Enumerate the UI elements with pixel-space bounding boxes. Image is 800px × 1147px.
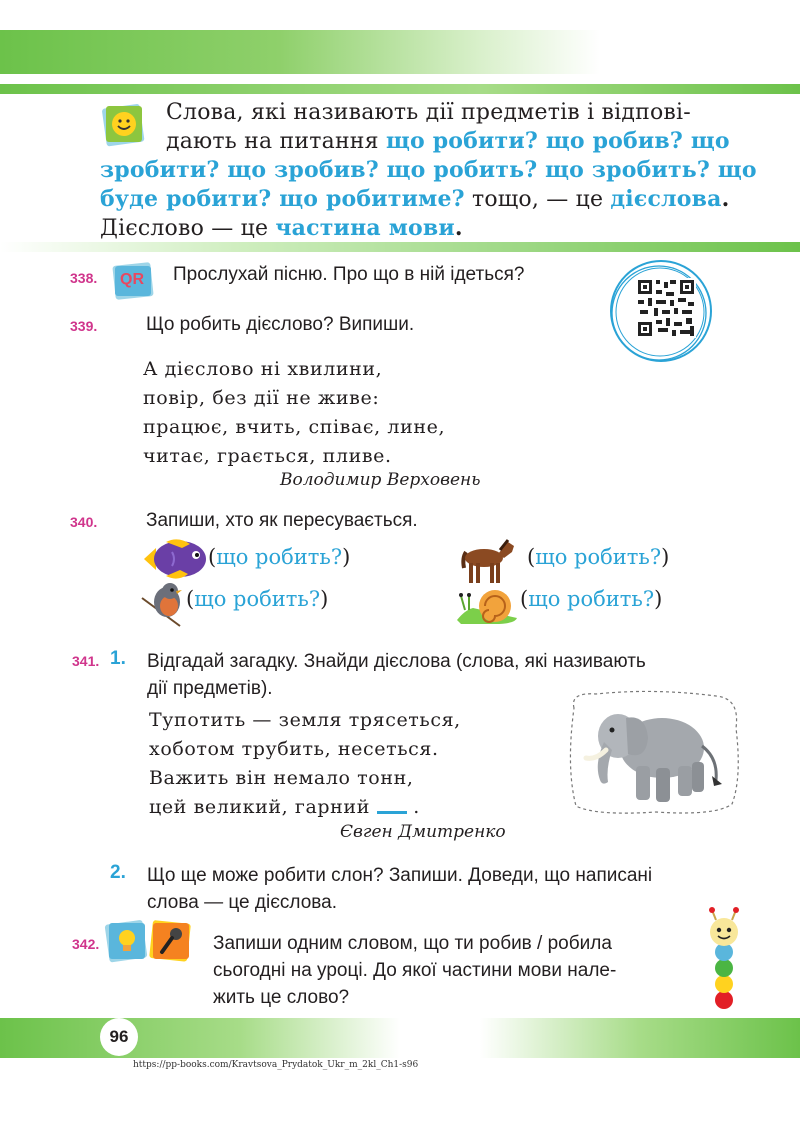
riddle-line: Важить він немало тонн, [149,767,414,789]
exercise-338-number: 338. [70,270,98,286]
bird-question-text: що робить? [194,587,321,611]
snail-icon [455,580,519,626]
exercise-341-text2-line2: слова — це дієслова. [147,892,337,913]
exercise-342-line: жить це слово? [213,987,350,1008]
qr-code-icon[interactable] [604,256,716,368]
exercise-342-text [213,930,616,1011]
exercise-341-text2-line1: Що ще може робити слон? Запиши. Доведи, що написані [147,865,653,886]
header-band [0,30,800,74]
riddle-line [149,793,461,822]
horse-question: (що робить?) [527,545,670,569]
rule-text [100,98,760,243]
elephant-icon [566,688,742,818]
rule-line5-end: . [454,215,463,241]
riddle-341 [149,706,461,822]
riddle-line: Тупотить — земля трясеться, [149,709,461,731]
exercise-339-text: Що робить дієслово? Випиши. [146,314,415,335]
page-number-badge [100,1018,138,1056]
rule-line2-plain: дають на питання [166,129,386,154]
exercise-340-number: 340. [70,514,98,530]
snail-question-text: що робить? [528,587,655,611]
riddle-end: . [413,796,420,818]
rule-line4-plain: тощо, — це [464,187,611,212]
snail-question: (що робить?) [520,587,663,611]
poem-line: працює, вчить, співає, лине, [143,416,446,438]
poem-line: читає, грається, пливе. [143,445,392,467]
rule-questions-3: буде робити? що робитиме? [100,186,465,212]
riddle-341-author: Євген Дмитренко [340,822,506,842]
riddle-answer-blank[interactable] [377,793,407,814]
rule-line-5 [100,214,760,243]
horse-icon [456,538,518,586]
exercise-338-text: Прослухай пісню. Про що в ній ідеться? [173,264,525,285]
caterpillar-icon [700,906,748,1014]
rule-line4-end: . [721,186,730,212]
rule-questions-1: що робити? що робив? що [385,128,730,154]
horse-question-text: що робить? [535,545,662,569]
rule-bottom-stripe [0,242,800,252]
riddle-line: хоботом трубить, несеться. [149,738,439,760]
poem-339-author: Володимир Верховень [280,470,481,490]
exercise-339-number: 339. [70,318,98,334]
rule-term-part-of-speech: частина мови [275,215,455,241]
exercise-342-number: 342. [72,936,100,952]
rule-line-4 [100,185,760,214]
rule-line-1: Слова, які називають дії предметів і відпові- [166,100,691,125]
poem-line: повір, без дії не живе: [143,387,380,409]
fish-icon [142,536,208,582]
poem-339 [143,355,445,471]
riddle-last-line: цей великий, гарний [149,796,370,818]
qr-badge-label: QR [120,271,144,288]
exercise-342-line: сьогодні на уроці. До якої частини мови нале- [213,960,617,981]
poem-line: А дієслово ні хвилини, [143,358,383,380]
exercise-341-text1-line1: Відгадай загадку. Знайди дієслова (слова, які називають [147,651,646,672]
exercise-341-part2: 2. [110,862,126,883]
rule-line-2 [100,127,760,156]
exercise-341-part1: 1. [110,648,126,669]
rule-questions-2: зробити? що зробив? що робить? що зробить? що [100,157,757,183]
fish-question-text: що робить? [216,545,343,569]
footer-url[interactable]: https://pp-books.com/Kravtsova_Prydatok_Ukr_m_2kl_Ch1-s96 [133,1060,419,1070]
exercise-341-text2 [147,862,652,916]
qr-badge-icon[interactable] [110,262,156,300]
exercise-341-number: 341. [72,653,100,669]
bird-question: (що робить?) [186,587,329,611]
fish-question: (що робить?) [208,545,351,569]
page-number: 96 [109,1027,129,1046]
rule-line5-plain: Дієслово — це [100,216,276,241]
lightbulb-icon [104,918,150,964]
microphone-icon [148,918,194,964]
rule-term-verbs: дієслова [610,186,722,212]
exercise-340-text: Запиши, хто як пересувається. [146,510,418,531]
exercise-342-line: Запиши одним словом, що ти робив / робила [213,933,612,954]
bird-icon [140,578,186,628]
exercise-341-text1-line2: дії предметів). [147,678,273,699]
header-stripe [0,84,800,94]
